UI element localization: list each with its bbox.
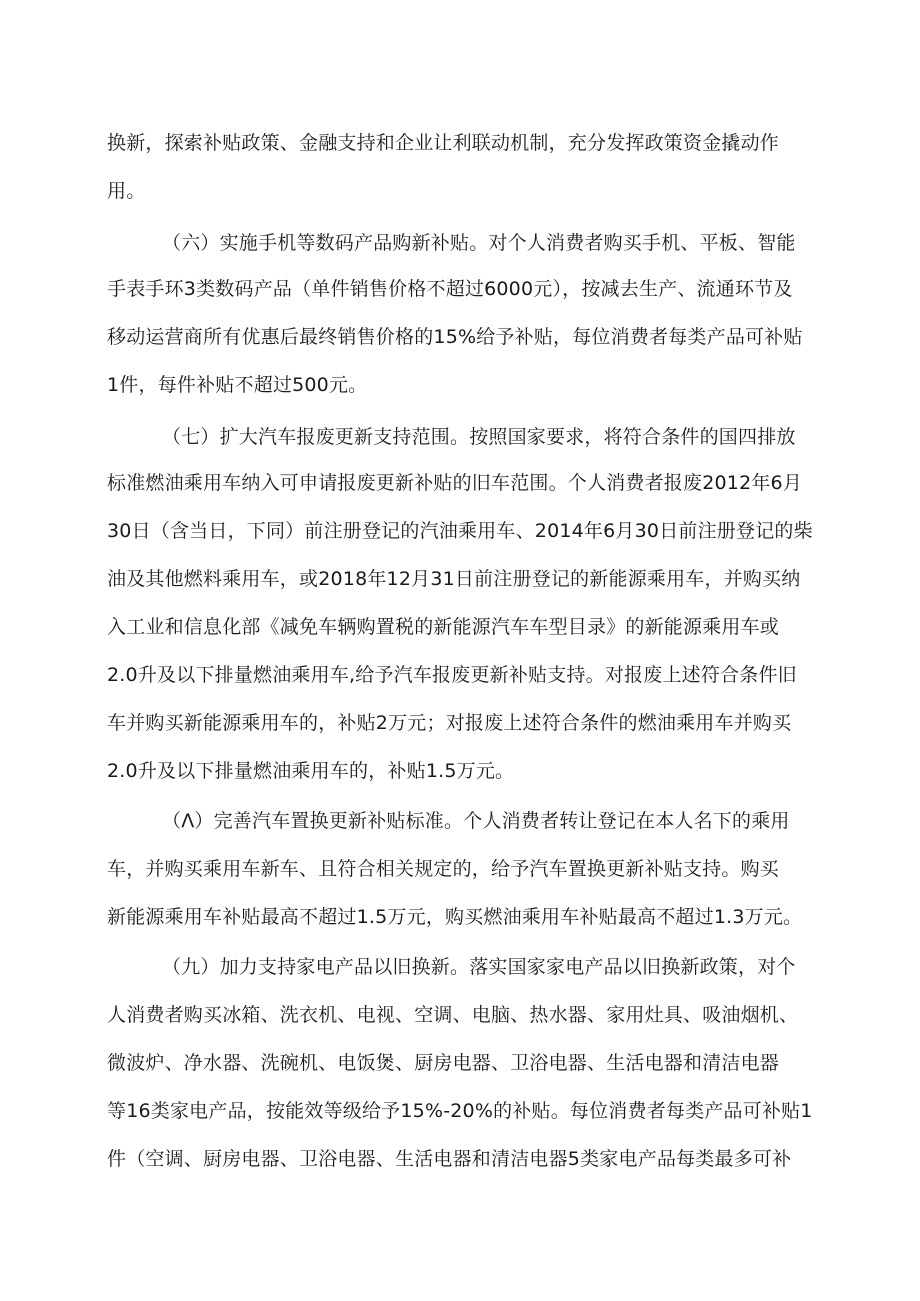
text-line: 2.0升及以下排量燃油乘用车,给予汽车报废更新补贴支持。对报废上述符合条件旧 bbox=[107, 664, 797, 686]
text-line: 件（空调、厨房电器、卫浴电器、生活电器和清洁电器5类家电产品每类最多可补 bbox=[107, 1148, 792, 1170]
text-line: 微波炉、净水器、洗碗机、电饭煲、厨房电器、卫浴电器、生活电器和清洁电器 bbox=[107, 1052, 780, 1074]
text-line: 入工业和信息化部《减免车辆购置税的新能源汽车车型目录》的新能源乘用车或 bbox=[107, 616, 780, 638]
text-line: 标准燃油乘用车纳入可申请报废更新补贴的旧车范围。个人消费者报废2012年6月 bbox=[107, 472, 803, 494]
text-line: （九）加力支持家电产品以旧换新。落实国家家电产品以旧换新政策，对个 bbox=[162, 956, 796, 978]
text-line: 换新，探索补贴政策、金融支持和企业让利联动机制，充分发挥政策资金撬动作 bbox=[107, 132, 780, 154]
text-line: 2.0升及以下排量燃油乘用车的，补贴1.5万元。 bbox=[107, 760, 515, 782]
text-line: 移动运营商所有优惠后最终销售价格的15%给予补贴，每位消费者每类产品可补贴 bbox=[107, 326, 803, 348]
text-line: 手表手环3类数码产品（单件销售价格不超过6000元），按减去生产、流通环节及 bbox=[107, 278, 793, 300]
text-line: 人消费者购买冰箱、洗衣机、电视、空调、电脑、热水器、家用灶具、吸油烟机、 bbox=[107, 1004, 799, 1026]
text-line: 车，并购买乘用车新车、且符合相关规定的，给予汽车置换更新补贴支持。购买 bbox=[107, 858, 780, 880]
text-line: （Λ）完善汽车置换更新补贴标准。个人消费者转让登记在本人名下的乘用 bbox=[162, 810, 790, 832]
text-line: （七）扩大汽车报废更新支持范围。按照国家要求，将符合条件的国四排放 bbox=[162, 426, 796, 448]
text-line: 车并购买新能源乘用车的，补贴2万元；对报废上述符合条件的燃油乘用车并购买 bbox=[107, 712, 792, 734]
text-line: 30日（含当日，下同）前注册登记的汽油乘用车、2014年6月30日前注册登记的柴 bbox=[107, 520, 813, 542]
text-line: 油及其他燃料乘用车，或2018年12月31日前注册登记的新能源乘用车，并购买纳 bbox=[107, 568, 801, 590]
text-line: 等16类家电产品，按能效等级给予15%-20%的补贴。每位消费者每类产品可补贴1 bbox=[107, 1100, 813, 1122]
text-line: 新能源乘用车补贴最高不超过1.5万元，购买燃油乘用车补贴最高不超过1.3万元。 bbox=[107, 906, 803, 928]
text-line: （六）实施手机等数码产品购新补贴。对个人消费者购买手机、平板、智能 bbox=[162, 232, 796, 254]
text-line: 1件，每件补贴不超过500元。 bbox=[107, 374, 368, 396]
text-line: 用。 bbox=[107, 180, 146, 202]
